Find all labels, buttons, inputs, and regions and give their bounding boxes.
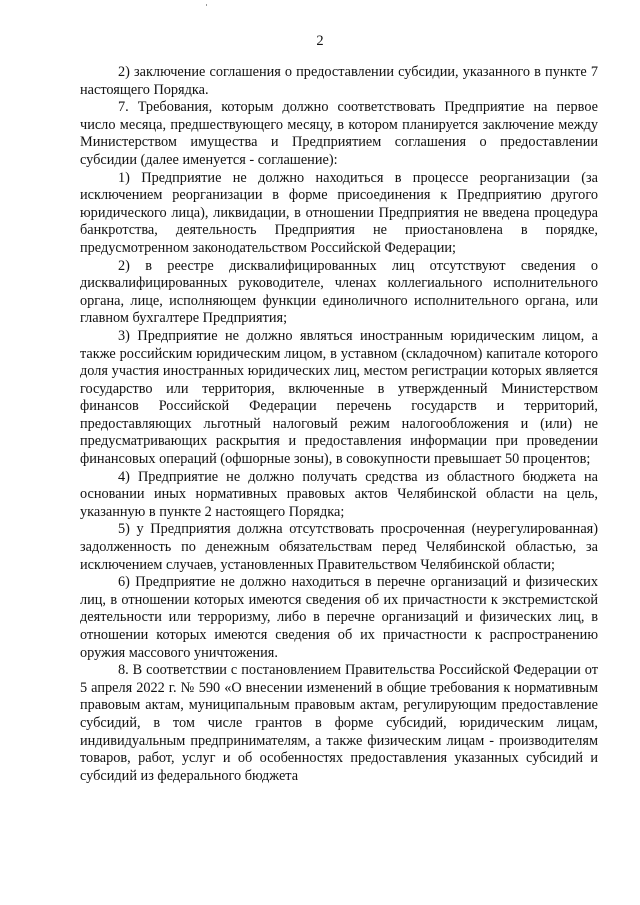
paragraph-requirement-3: 3) Предприятие не должно являться иностранным юридическим лицом, а также российским юридическим лицом, в уставном (складочном) капитале которого доля участия иностранных юридических лиц, местом регистрации которых является государство или территория, включенные в утвержденный Министерством финансов Российской Федерации перечень государств и территорий, предоставляющих льготный налоговый режим налогообложения и (или) не предусматривающих раскрытия и предоставления информации при проведении финансовых операций (офшорные зоны), в совокупности превышает 50 процентов; <box>80 327 598 468</box>
page-number: 2 <box>316 33 324 49</box>
paragraph-requirement-5: 5) у Предприятия должна отсутствовать просроченная (неурегулированная) задолженность по денежным обязательствам перед Челябинской областью, за исключением случаев, установленных Правительством Челябинской области; <box>80 521 598 573</box>
paragraph-requirement-2: 2) в реестре дисквалифицированных лиц отсутствуют сведения о дисквалифицированных руководителе, членах коллегиального исполнительного органа, лице, исполняющем функции единоличного исполнительного органа, или главном бухгалтере Предприятия; <box>80 257 598 327</box>
paragraph-clause-2: 2) заключение соглашения о предоставлении субсидии, указанного в пункте 7 настоящего Порядка. <box>80 64 598 98</box>
paragraph-item-8: 8. В соответствии с постановлением Правительства Российской Федерации от 5 апреля 2022 г. № 590 «О внесении изменений в общие требования к нормативным правовым актам, муниципальным правовым актам, регулирующим предоставление субсидий, в том числе грантов в форме субсидий, юридическим лицам, индивидуальным предпринимателям, а также физическим лицам - производителям товаров, работ, услуг и об особенностях предоставления указанных субсидий и субсидий из федерального бюджета <box>80 662 598 784</box>
paragraph-requirement-1: 1) Предприятие не должно находиться в процессе реорганизации (за исключением реорганизации в форме присоединения к Предприятию другого юридического лица), ликвидации, в отношении Предприятия не введена процедура банкротства, деятельность Предприятия не приостановлена в порядке, предусмотренном законодательством Российской Федерации; <box>80 169 598 256</box>
paragraph-requirement-6: 6) Предприятие не должно находиться в перечне организаций и физических лиц, в отношении которых имеются сведения об их причастности к экстремистской деятельности или терроризму, либо в перечне организаций и физических лиц, в отношении которых имеются сведения об их причастности к распространению оружия массового уничтожения. <box>80 574 598 661</box>
paragraph-item-7: 7. Требования, которым должно соответствовать Предприятие на первое число месяца, предшествующего месяцу, в котором планируется заключение между Министерством имущества и Предприятием соглашения о предоставлении субсидии (далее именуется - соглашение): <box>80 99 598 168</box>
paragraph-requirement-4: 4) Предприятие не должно получать средства из областного бюджета на основании иных нормативных правовых актов Челябинской области на цель, указанную в пункте 2 настоящего Порядка; <box>80 468 598 520</box>
document-body <box>80 64 598 785</box>
scan-artifact <box>206 4 207 6</box>
